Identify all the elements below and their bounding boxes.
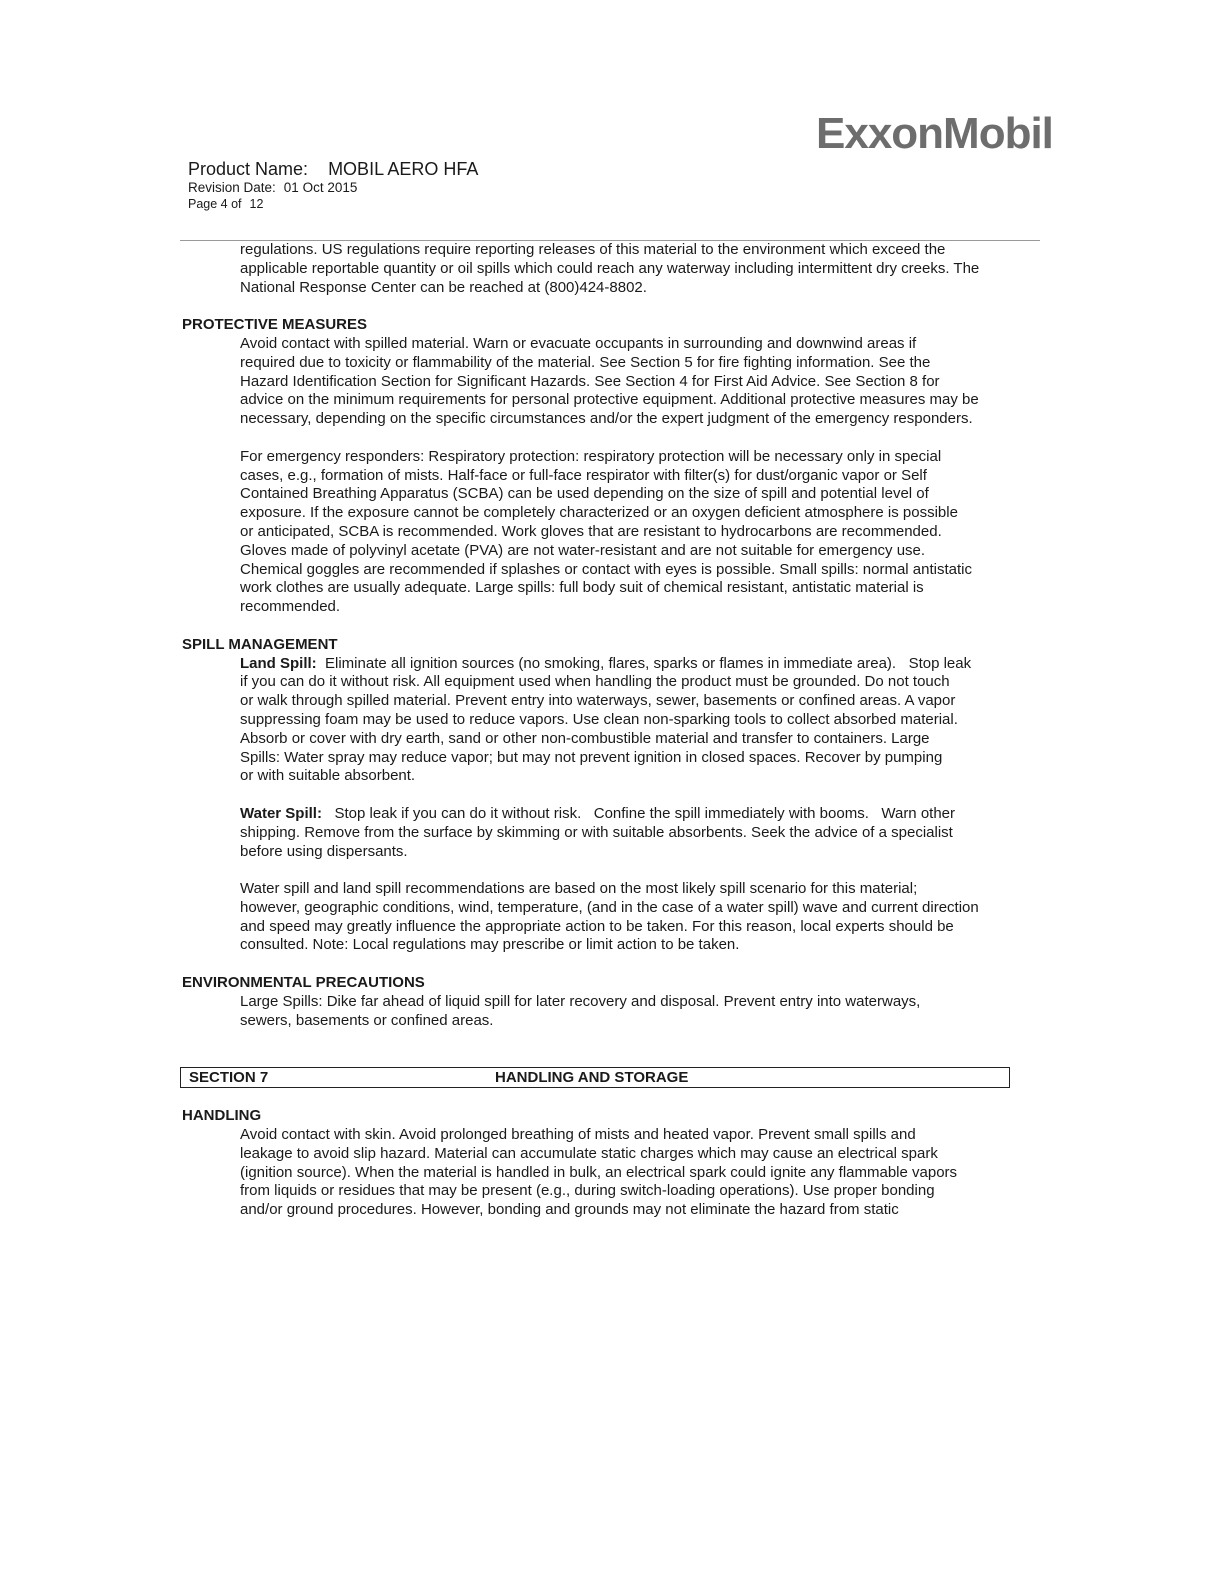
land-spill-first-line: Eliminate all ignition sources (no smoking, flares, sparks or flames in immediate area). Stop leak bbox=[316, 654, 972, 672]
environmental-precautions-paragraph bbox=[240, 993, 1050, 1031]
revision-date-row bbox=[188, 180, 788, 196]
section-number: SECTION 7 bbox=[189, 1069, 269, 1087]
text-line: and speed may greatly influence the appropriate action to be taken. For this reason, local experts should be bbox=[240, 917, 954, 935]
logo-text: ExxonMobil bbox=[816, 109, 1053, 158]
text-line: work clothes are usually adequate. Large spills: full body suit of chemical resistant, antistatic material is bbox=[240, 579, 924, 597]
product-name-row bbox=[188, 158, 788, 180]
exxonmobil-logo bbox=[816, 108, 1052, 160]
text-line: or with suitable absorbent. bbox=[240, 767, 416, 785]
text-line bbox=[240, 805, 1050, 824]
text-line: applicable reportable quantity or oil spills which could reach any waterway including intermittent dry creeks. The bbox=[240, 259, 980, 277]
page-number-row bbox=[188, 196, 788, 212]
intro-paragraph bbox=[240, 241, 1050, 297]
text-line: Water spill and land spill recommendations are based on the most likely spill scenario for this material; bbox=[240, 880, 918, 898]
environmental-precautions-heading: ENVIRONMENTAL PRECAUTIONS bbox=[182, 974, 425, 992]
text-line: consulted. Note: Local regulations may prescribe or limit action to be taken. bbox=[240, 936, 740, 954]
text-line: before using dispersants. bbox=[240, 842, 408, 860]
land-spill-paragraph bbox=[240, 655, 1050, 787]
text-line: necessary, depending on the specific circumstances and/or the expert judgment of the emergency responders. bbox=[240, 410, 973, 428]
text-line: if you can do it without risk. All equipment used when handling the product must be grounded. Do not touch bbox=[240, 673, 950, 691]
handling-paragraph bbox=[240, 1126, 1050, 1220]
revision-date-label: Revision Date: bbox=[188, 180, 276, 195]
text-line: cases, e.g., formation of mists. Half-face or full-face respirator with filter(s) for dust/organic vapor or Self bbox=[240, 466, 927, 484]
text-line: Spills: Water spray may reduce vapor; but may not prevent ignition in closed spaces. Recover by pumping bbox=[240, 748, 943, 766]
handling-heading: HANDLING bbox=[182, 1107, 262, 1125]
text-line: or anticipated, SCBA is recommended. Work gloves that are resistant to hydrocarbons are recommended. bbox=[240, 522, 942, 540]
text-line: shipping. Remove from the surface by skimming or with suitable absorbents. Seek the advice of a specialist bbox=[240, 823, 953, 841]
text-line: Large Spills: Dike far ahead of liquid spill for later recovery and disposal. Prevent entry into waterways, bbox=[240, 992, 921, 1010]
text-line: Avoid contact with spilled material. Warn or evacuate occupants in surrounding and downwind areas if bbox=[240, 334, 917, 352]
page-label: Page 4 of bbox=[188, 197, 242, 211]
text-line: required due to toxicity or flammability of the material. See Section 5 for fire fighting information. See the bbox=[240, 353, 931, 371]
spill-management-heading: SPILL MANAGEMENT bbox=[182, 635, 338, 653]
text-line: recommended. bbox=[240, 598, 341, 616]
text-line: or walk through spilled material. Prevent entry into waterways, sewer, basements or confined areas. A vapor bbox=[240, 692, 956, 710]
text-line: National Response Center can be reached at (800)424-8802. bbox=[240, 278, 647, 296]
text-line: advice on the minimum requirements for personal protective equipment. Additional protective measures may be bbox=[240, 391, 979, 409]
section-title: HANDLING AND STORAGE bbox=[495, 1069, 689, 1087]
protective-measures-paragraph-1 bbox=[240, 335, 1050, 429]
text-line: Contained Breathing Apparatus (SCBA) can be used depending on the size of spill and potential level of bbox=[240, 485, 929, 503]
text-line bbox=[240, 655, 1050, 674]
text-line: suppressing foam may be used to reduce vapors. Use clean non-sparking tools to collect absorbed material. bbox=[240, 710, 958, 728]
text-line: exposure. If the exposure cannot be completely characterized or an oxygen deficient atmosphere is possible bbox=[240, 504, 958, 522]
revision-date-value: 01 Oct 2015 bbox=[283, 180, 358, 195]
text-line: Absorb or cover with dry earth, sand or other non-combustible material and transfer to containers. Large bbox=[240, 729, 930, 747]
section-7-header bbox=[180, 1067, 1010, 1088]
document-header bbox=[188, 158, 788, 212]
text-line: Avoid contact with skin. Avoid prolonged breathing of mists and heated vapor. Prevent small spills and bbox=[240, 1126, 916, 1144]
page-total: 12 bbox=[249, 197, 264, 211]
text-line: from liquids or residues that may be present (e.g., during switch-loading operations). Use proper bonding bbox=[240, 1182, 935, 1200]
text-line: Chemical goggles are recommended if splashes or contact with eyes is possible. Small spills: normal antistatic bbox=[240, 560, 972, 578]
water-spill-label: Water Spill: bbox=[240, 804, 322, 822]
spill-recommendations-paragraph bbox=[240, 880, 1050, 955]
protective-measures-paragraph-2 bbox=[240, 448, 1050, 617]
product-name-label: Product Name: bbox=[188, 159, 309, 179]
text-line: For emergency responders: Respiratory protection: respiratory protection will be necessary only in special bbox=[240, 447, 942, 465]
text-line: however, geographic conditions, wind, temperature, (and in the case of a water spill) wave and current direction bbox=[240, 898, 979, 916]
water-spill-paragraph bbox=[240, 805, 1050, 861]
product-name-value: MOBIL AERO HFA bbox=[328, 159, 479, 179]
text-line: and/or ground procedures. However, bonding and grounds may not eliminate the hazard from static bbox=[240, 1201, 899, 1219]
text-line: Hazard Identification Section for Significant Hazards. See Section 4 for First Aid Advice. See Section 8 for bbox=[240, 372, 940, 390]
text-line: Gloves made of polyvinyl acetate (PVA) are not water-resistant and are not suitable for emergency use. bbox=[240, 541, 926, 559]
text-line: sewers, basements or confined areas. bbox=[240, 1011, 494, 1029]
text-line: regulations. US regulations require reporting releases of this material to the environment which exceed the bbox=[240, 241, 946, 258]
text-line: (ignition source). When the material is handled in bulk, an electrical spark could ignite any flammable vapors bbox=[240, 1163, 958, 1181]
protective-measures-heading: PROTECTIVE MEASURES bbox=[182, 316, 368, 334]
document-body bbox=[182, 241, 1052, 1220]
land-spill-label: Land Spill: bbox=[240, 654, 317, 672]
text-line: leakage to avoid slip hazard. Material can accumulate static charges which may cause an electrical spark bbox=[240, 1144, 938, 1162]
water-spill-first-line: Stop leak if you can do it without risk. Confine the spill immediately with booms. Warn other bbox=[321, 804, 956, 822]
